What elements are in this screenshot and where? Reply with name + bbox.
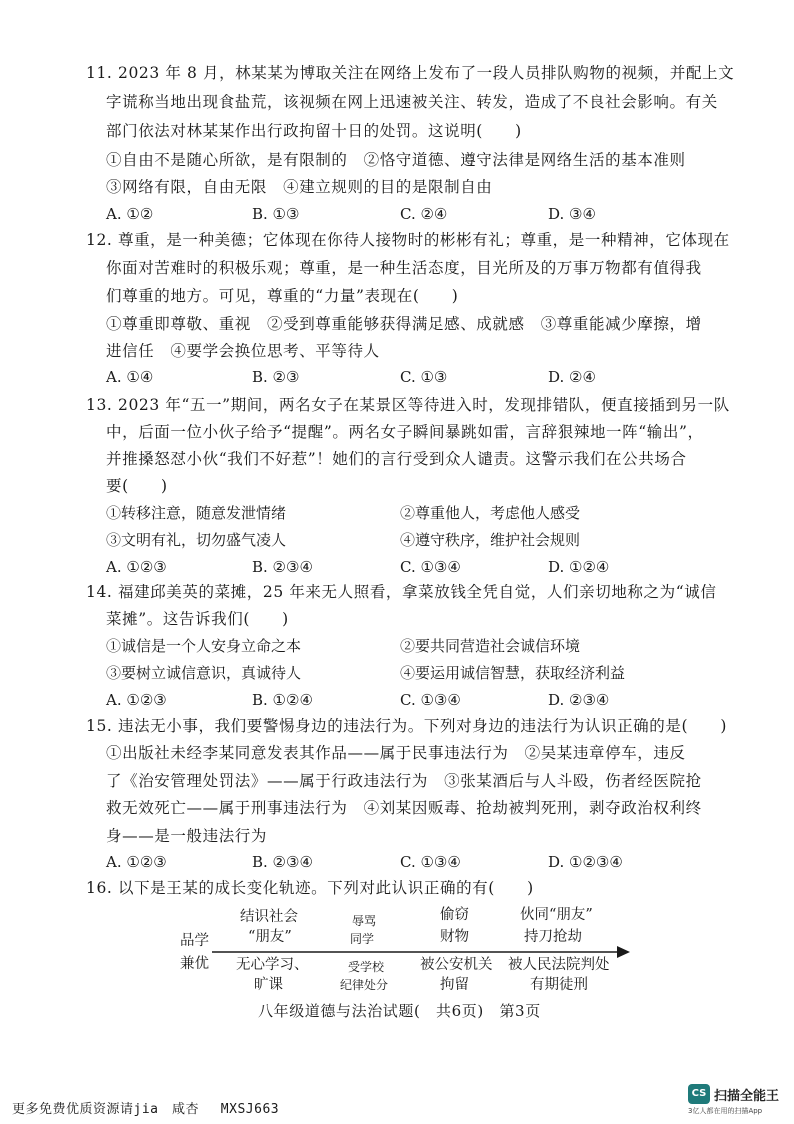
- start-label-line-2: 兼优: [180, 956, 209, 972]
- q15-line-1: 15. 违法无小事，我们要警惕身边的违法行为。下列对身边的违法行为认识正确的是( ): [86, 717, 727, 735]
- q12-option-a: A. ①④: [106, 368, 154, 386]
- q14-option-c: C. ①③④: [400, 691, 461, 709]
- q12-line-5: 进信任 ④要学会换位思考、平等待人: [106, 342, 380, 360]
- q15-line-2: ①出版社未经李某同意发表其作品——属于民事违法行为 ②吴某违章停车，违反: [106, 744, 686, 762]
- q13-statement-3: ③文明有礼，切勿盛气凌人: [106, 531, 287, 549]
- q11-option-c: C. ②④: [400, 205, 448, 223]
- q12-option-c: C. ①③: [400, 368, 448, 386]
- q15-line-5: 身——是一般违法行为: [106, 827, 268, 845]
- stage-3-top-line-1: 偷窃: [440, 907, 469, 923]
- q14-line-1: 14. 福建邱美英的菜摊，25 年来无人照看，拿菜放钱全凭自觉，人们亲切地称之为“诚信: [86, 583, 717, 601]
- stage-4-bottom-line-1: 被人民法院判处: [508, 957, 610, 973]
- q14-line-2: 菜摊”。这告诉我们( ): [106, 610, 289, 628]
- q12-line-2: 你面对苦难时的积极乐观；尊重，是一种生活态度，目光所及的万事万物都有值得我: [106, 259, 702, 277]
- stage-3-bottom-line-2: 拘留: [440, 977, 469, 993]
- q15-option-a: A. ①②③: [106, 853, 167, 871]
- q15-option-b: B. ②③④: [252, 853, 313, 871]
- q12-option-d: D. ②④: [548, 368, 596, 386]
- q13-statement-4: ④遵守秩序，维护社会规则: [400, 531, 581, 549]
- q13-statement-1: ①转移注意，随意发泄情绪: [106, 504, 287, 522]
- stage-4-top-line-1: 伙同“朋友”: [520, 907, 593, 923]
- scanner-tagline: 3亿人都在用的扫描App: [688, 1107, 763, 1115]
- q13-option-c: C. ①③④: [400, 558, 461, 576]
- stage-1-bottom-line-1: 无心学习、: [236, 957, 309, 973]
- q14-statement-3: ③要树立诚信意识，真诚待人: [106, 664, 302, 682]
- stage-4-top-line-2: 持刀抢劫: [524, 929, 582, 945]
- q11-line-1: 11. 2023 年 8 月，林某某为博取关注在网络上发布了一段人员排队购物的视频，并配上文: [86, 64, 735, 82]
- q11-line-4: ①自由不是随心所欲，是有限制的 ②恪守道德、遵守法律是网络生活的基本准则: [106, 151, 686, 169]
- stage-2-top-line-2: 同学: [350, 932, 375, 946]
- q11-option-d: D. ③④: [548, 205, 596, 223]
- stage-1-bottom-line-2: 旷课: [254, 977, 283, 993]
- q11-line-5: ③网络有限，自由无限 ④建立规则的目的是限制自由: [106, 178, 493, 196]
- stage-3-bottom-line-1: 被公安机关: [420, 957, 493, 973]
- q15-line-3: 了《治安管理处罚法》——属于行政违法行为 ③张某酒后与人斗殴，伤者经医院抢: [106, 772, 702, 790]
- q13-option-a: A. ①②③: [106, 558, 167, 576]
- q11-line-3: 部门依法对林某某作出行政拘留十日的处罚。这说明( ): [106, 122, 522, 140]
- q11-option-b: B. ①③: [252, 205, 300, 223]
- q13-statement-2: ②尊重他人，考虑他人感受: [400, 504, 581, 522]
- q15-option-c: C. ①③④: [400, 853, 461, 871]
- q14-option-b: B. ①②④: [252, 691, 313, 709]
- stage-1-top-line-1: 结识社会: [240, 909, 298, 925]
- scanner-logo: [688, 1084, 788, 1120]
- q12-line-4: ①尊重即尊敬、重视 ②受到尊重能够获得满足感、成就感 ③尊重能减少摩擦，增: [106, 315, 702, 333]
- q14-option-d: D. ②③④: [548, 691, 610, 709]
- scanner-app-name: 扫描全能王: [714, 1089, 780, 1104]
- page-footer: 八年级道德与法治试题( 共6页) 第3页: [258, 1002, 541, 1020]
- q14-option-a: A. ①②③: [106, 691, 167, 709]
- q12-line-1: 12. 尊重，是一种美德；它体现在你待人接物时的彬彬有礼；尊重，是一种精神，它体现在: [86, 231, 730, 249]
- q12-option-b: B. ②③: [252, 368, 300, 386]
- q14-statement-4: ④要运用诚信智慧，获取经济利益: [400, 664, 626, 682]
- q16-line-1: 16. 以下是王某的成长变化轨迹。下列对此认识正确的有( ): [86, 879, 534, 897]
- stage-3-top-line-2: 财物: [440, 929, 469, 945]
- q13-line-4: 要( ): [106, 477, 168, 495]
- bottom-note: 更多免费优质资源请jia 咸杏 MXSJ663: [12, 1102, 280, 1117]
- q13-option-d: D. ①②④: [548, 558, 610, 576]
- stage-2-bottom-line-1: 受学校: [348, 960, 385, 974]
- stage-2-top-line-1: 辱骂: [352, 914, 377, 928]
- q11-option-a: A. ①②: [106, 205, 154, 223]
- q14-statement-2: ②要共同营造社会诚信环境: [400, 637, 581, 655]
- q11-line-2: 字谎称当地出现食盐荒，该视频在网上迅速被关注、转发，造成了不良社会影响。有关: [106, 93, 718, 111]
- q12-line-3: 们尊重的地方。可见，尊重的“力量”表现在( ): [106, 287, 459, 305]
- q15-option-d: D. ①②③④: [548, 853, 623, 871]
- q13-line-3: 并推搡怒怼小伙“我们不好惹”！她们的言行受到众人谴责。这警示我们在公共场合: [106, 450, 687, 468]
- stage-1-top-line-2: “朋友”: [248, 929, 292, 945]
- start-label-line-1: 品学: [180, 933, 209, 949]
- stage-2-bottom-line-2: 纪律处分: [340, 978, 389, 992]
- q15-line-4: 救无效死亡——属于刑事违法行为 ④刘某因贩毒、抢劫被判死刑，剥夺政治权利终: [106, 799, 702, 817]
- q13-line-1: 13. 2023 年“五一”期间，两名女子在某景区等待进入时，发现排错队，便直接插到另一队: [86, 396, 730, 414]
- q13-option-b: B. ②③④: [252, 558, 313, 576]
- q13-line-2: 中，后面一位小伙子给予“提醒”。两名女子瞬间暴跳如雷，言辞狠辣地一阵“输出”，: [106, 423, 704, 441]
- cs-logo-icon: CS: [688, 1084, 710, 1104]
- q14-statement-1: ①诚信是一个人安身立命之本: [106, 637, 302, 655]
- stage-4-bottom-line-2: 有期徒刑: [530, 977, 588, 993]
